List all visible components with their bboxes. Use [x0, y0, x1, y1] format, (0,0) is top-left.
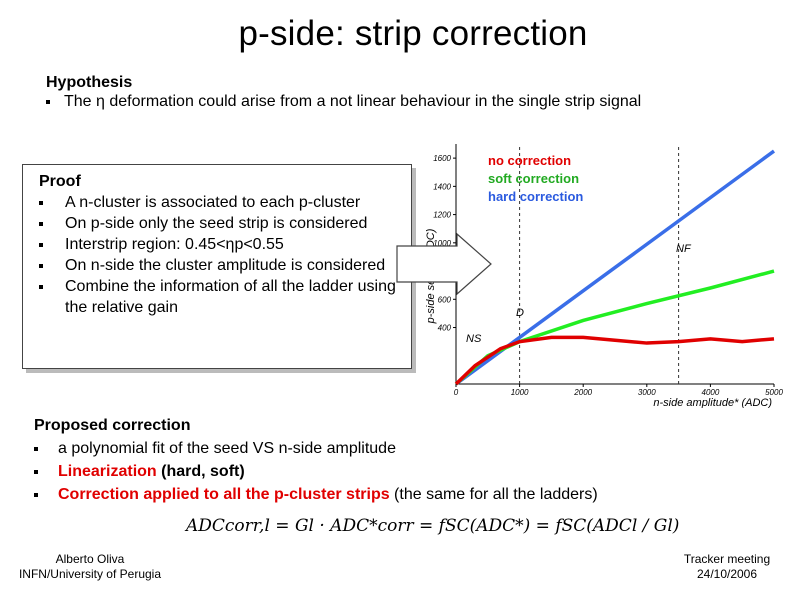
- bullet-icon: [39, 243, 43, 247]
- y-tick-label: 400: [437, 323, 451, 333]
- bullet-icon: [39, 264, 43, 268]
- proof-item: A n-cluster is associated to each p-cluster: [65, 194, 361, 211]
- page-title: p-side: strip correction: [238, 14, 588, 53]
- series-line-soft-correction: [456, 271, 774, 384]
- bullet-icon: [46, 100, 50, 104]
- x-tick-label: 4000: [701, 388, 720, 397]
- x-tick-label: 2000: [574, 388, 593, 397]
- proof-box: [22, 164, 412, 369]
- right-arrow-icon: [395, 232, 495, 296]
- proposed-item: a polynomial fit of the seed VS n-side amplitude: [58, 440, 396, 457]
- proposed-item-red: Correction applied to all the p-cluster strips: [58, 486, 390, 503]
- x-tick-label: 1000: [510, 388, 529, 397]
- footer-author: [10, 552, 170, 582]
- event-date: 24/10/2006: [696, 567, 758, 581]
- legend-hard-correction: hard correction: [488, 189, 584, 204]
- x-axis-label: n-side amplitude* (ADC): [653, 397, 772, 408]
- proposed-heading: Proposed correction: [34, 417, 191, 434]
- hypothesis-text: The η deformation could arise from a not linear behaviour in the single strip signal: [64, 93, 642, 110]
- proposed-item-red: Linearization: [58, 463, 157, 480]
- proposed-item-rest: (hard, soft): [156, 463, 245, 480]
- event-name: Tracker meeting: [683, 552, 771, 566]
- proof-item: On n-side the cluster amplitude is considered: [65, 257, 386, 274]
- y-tick-label: 1000: [433, 238, 451, 248]
- x-tick-label: 0: [453, 388, 459, 397]
- bullet-icon: [39, 285, 43, 289]
- bullet-icon: [34, 447, 38, 451]
- proof-item: Interstrip region: 0.45<ηp<0.55: [65, 236, 284, 253]
- bullet-icon: [39, 222, 43, 226]
- plot-legend: [488, 152, 583, 206]
- proposed-item-rest: (the same for all the ladders): [389, 486, 598, 503]
- bullet-icon: [39, 201, 43, 205]
- author-affiliation: INFN/University of Perugia: [18, 567, 162, 581]
- bullet-icon: [34, 470, 38, 474]
- legend-soft-correction: soft correction: [488, 171, 580, 186]
- author-name: Alberto Oliva: [55, 552, 125, 566]
- correction-formula: ADCcorr,l = Gl · ADC*corr = fSC(ADC*) = fSC(ADCl / Gl): [186, 516, 680, 536]
- annotation-ns: NS: [466, 333, 482, 345]
- annotation-d: D: [516, 307, 524, 319]
- proof-heading: Proof: [39, 173, 81, 190]
- footer-event: [672, 552, 782, 582]
- y-tick-label: 1400: [433, 182, 451, 192]
- y-tick-label: 1200: [433, 210, 451, 220]
- proof-item: On p-side only the seed strip is considered: [65, 215, 368, 232]
- annotation-nf: NF: [676, 243, 691, 255]
- proposed-section: [34, 414, 598, 506]
- y-tick-label: 1600: [433, 154, 451, 164]
- y-tick-label: 600: [437, 295, 451, 305]
- legend-no-correction: no correction: [488, 153, 572, 168]
- series-line-no-correction: [456, 337, 774, 384]
- hypothesis-heading: Hypothesis: [46, 74, 133, 91]
- proof-item: Combine the information of all the ladder using the relative gain: [65, 278, 396, 316]
- x-tick-label: 5000: [765, 388, 783, 397]
- bullet-icon: [34, 493, 38, 497]
- hypothesis-section: [46, 74, 641, 111]
- x-tick-label: 3000: [637, 388, 656, 397]
